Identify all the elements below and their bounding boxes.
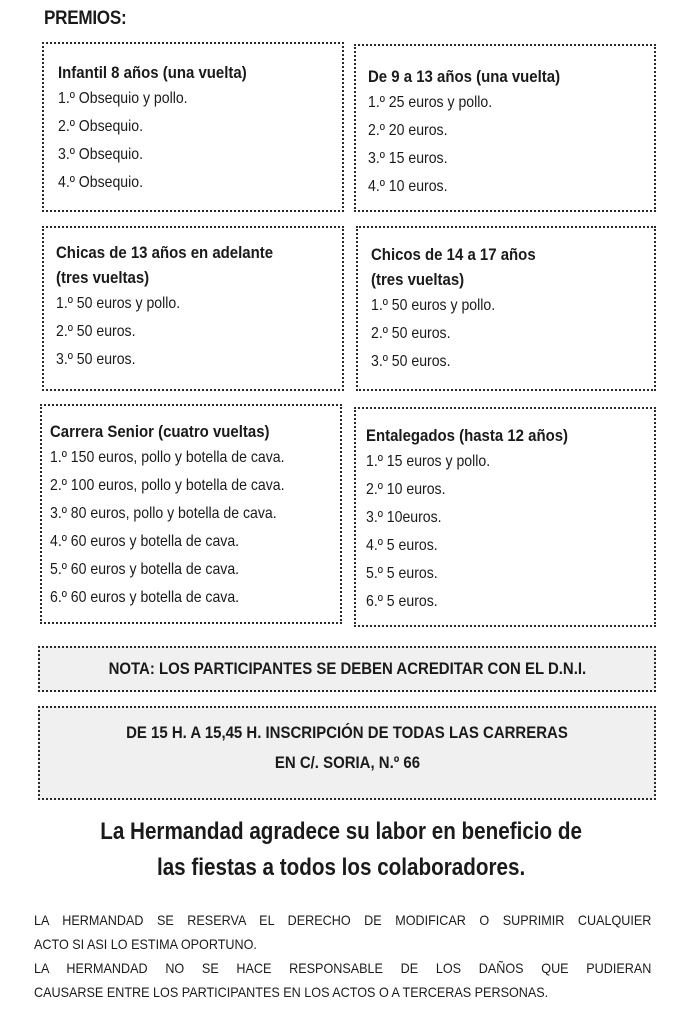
prize-line: 4.º 5 euros. [366, 537, 438, 554]
thanks-line: las fiestas a todos los colaboradores. [157, 854, 526, 881]
prize-line: 3.º 80 euros, pollo y botella de cava. [50, 505, 277, 522]
prize-box-heading: (tres vueltas) [56, 268, 150, 287]
thanks-line: La Hermandad agradece su labor en beneficio de [100, 818, 583, 845]
prize-line: 3.º 15 euros. [368, 150, 448, 167]
prize-box-heading: Infantil 8 años (una vuelta) [58, 63, 247, 82]
prize-line: 1.º Obsequio y pollo. [58, 90, 188, 107]
prize-box-heading: Chicas de 13 años en adelante [56, 243, 274, 262]
prize-box-infantil [42, 42, 344, 212]
prize-line: 2.º 10 euros. [366, 481, 446, 498]
prize-line: 1.º 15 euros y pollo. [366, 453, 491, 470]
disclaimer-line: CAUSARSE ENTRE LOS PARTICIPANTES EN LOS ACTOS O A TERCERAS PERSONAS. [34, 984, 549, 1000]
prize-box-9-13 [354, 44, 656, 212]
prize-line: 3.º 50 euros. [56, 351, 136, 368]
inscripcion-banner [38, 706, 656, 800]
prize-box-heading: Entalegados (hasta 12 años) [366, 426, 569, 445]
prize-line: 3.º 10euros. [366, 509, 442, 526]
disclaimer-line: LA HERMANDAD SE RESERVA EL DERECHO DE MODIFICAR O SUPRIMIR CUALQUIER [34, 912, 652, 928]
prize-line: 2.º 50 euros. [56, 323, 136, 340]
prize-line: 4.º Obsequio. [58, 174, 143, 191]
page-title: PREMIOS: [44, 8, 127, 29]
prize-line: 1.º 25 euros y pollo. [368, 94, 493, 111]
nota-text: NOTA: LOS PARTICIPANTES SE DEBEN ACREDITAR CON EL D.N.I. [108, 659, 586, 678]
prize-line: 5.º 5 euros. [366, 565, 438, 582]
prize-line: 1.º 50 euros y pollo. [371, 297, 496, 314]
prize-line: 5.º 60 euros y botella de cava. [50, 561, 240, 578]
disclaimer [34, 908, 652, 1004]
prize-line: 3.º 50 euros. [371, 353, 451, 370]
prize-line: 2.º 100 euros, pollo y botella de cava. [50, 477, 285, 494]
thanks-message [0, 814, 683, 886]
prize-line: 1.º 150 euros, pollo y botella de cava. [50, 449, 285, 466]
prize-line: 6.º 60 euros y botella de cava. [50, 589, 240, 606]
prize-line: 2.º 50 euros. [371, 325, 451, 342]
prize-box-heading: Chicos de 14 a 17 años [371, 245, 536, 264]
prize-line: 3.º Obsequio. [58, 146, 143, 163]
prize-line: 1.º 50 euros y pollo. [56, 295, 181, 312]
inscripcion-line: DE 15 H. A 15,45 H. INSCRIPCIÓN DE TODAS LAS CARRERAS [126, 723, 568, 742]
disclaimer-line: ACTO SI ASI LO ESTIMA OPORTUNO. [34, 936, 257, 952]
prize-box-chicas [42, 226, 344, 391]
prize-box-senior [40, 404, 342, 624]
prize-box-heading: De 9 a 13 años (una vuelta) [368, 67, 561, 86]
prize-box-heading: (tres vueltas) [371, 270, 465, 289]
prize-line: 2.º Obsequio. [58, 118, 143, 135]
prize-box-chicos [356, 226, 656, 391]
prize-line: 4.º 10 euros. [368, 178, 448, 195]
prize-line: 2.º 20 euros. [368, 122, 448, 139]
prize-line: 4.º 60 euros y botella de cava. [50, 533, 240, 550]
prize-line: 6.º 5 euros. [366, 593, 438, 610]
disclaimer-line: LA HERMANDAD NO SE HACE RESPONSABLE DE LOS DAÑOS QUE PUDIERAN [34, 960, 652, 976]
prize-box-entalegados [354, 407, 656, 627]
prize-box-heading: Carrera Senior (cuatro vueltas) [50, 422, 270, 441]
nota-banner [38, 646, 656, 692]
inscripcion-line: EN C/. SORIA, N.º 66 [274, 753, 420, 772]
